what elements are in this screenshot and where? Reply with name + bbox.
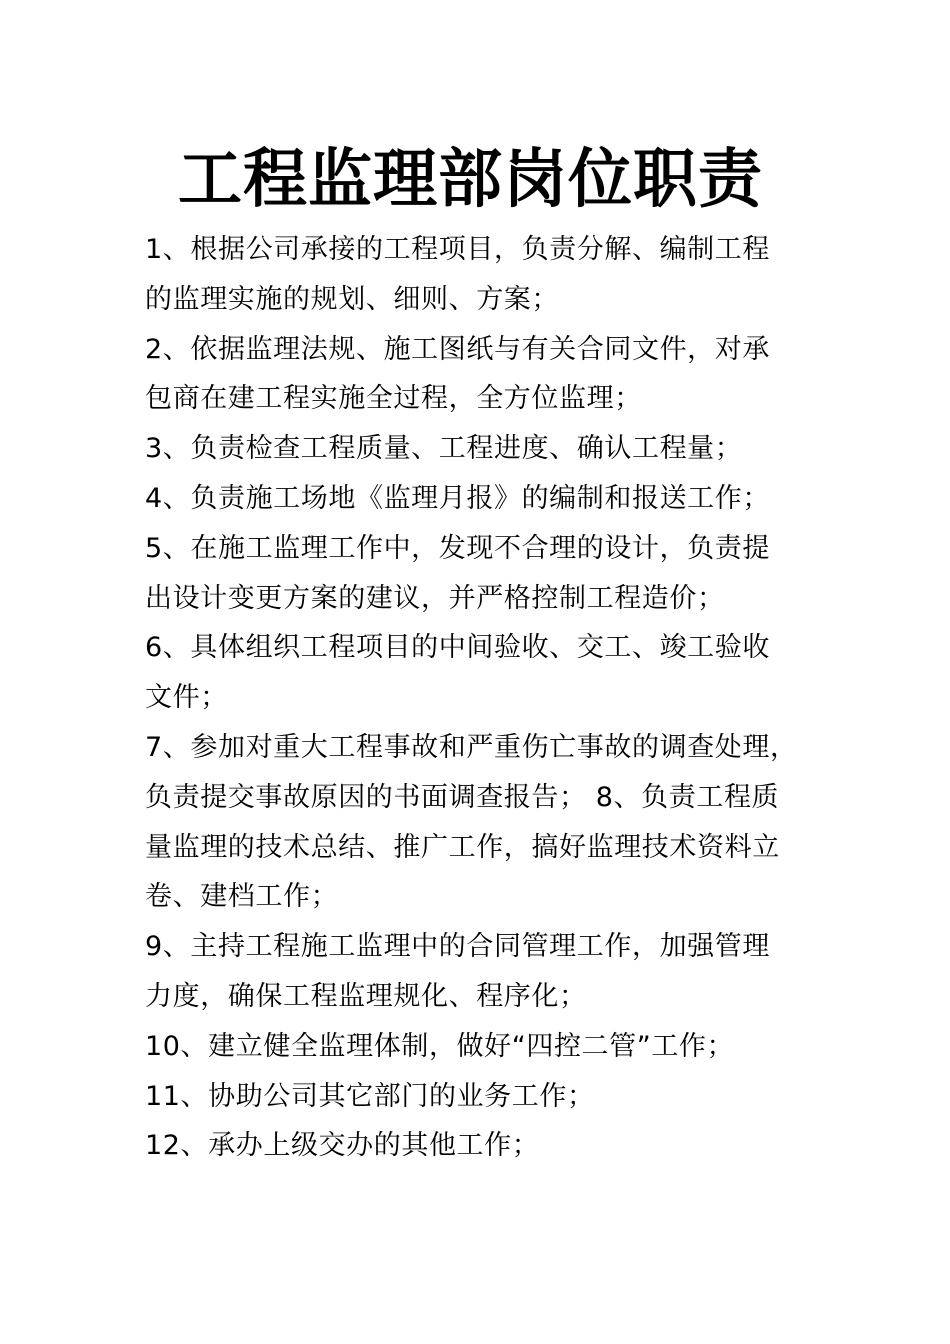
text-line: 负责提交事故原因的书面调查报告； 8、负责工程质	[145, 781, 780, 813]
text-line: 3、负责检查工程质量、工程进度、确认工程量；	[145, 433, 743, 465]
text-line: 5、在施工监理工作中，发现不合理的设计，负责提	[145, 532, 770, 564]
text-line: 量监理的技术总结、推广工作，搞好监理技术资料立	[145, 831, 780, 863]
text-line: 7、参加对重大工程事故和严重伤亡事故的调查处理，	[145, 731, 798, 763]
text-line: 包商在建工程实施全过程，全方位监理；	[145, 383, 642, 415]
text-line: 11、协助公司其它部门的业务工作；	[145, 1080, 595, 1112]
text-line: 2、依据监理法规、施工图纸与有关合同文件，对承	[145, 333, 770, 365]
text-line: 12、承办上级交办的其他工作；	[145, 1130, 540, 1162]
text-line: 10、建立健全监理体制，做好“四控二管”工作；	[145, 1030, 735, 1062]
text-line: 出设计变更方案的建议，并严格控制工程造价；	[145, 582, 725, 614]
text-line: 文件；	[145, 682, 228, 714]
text-line: 1、根据公司承接的工程项目，负责分解、编制工程	[145, 234, 770, 265]
text-line: 力度，确保工程监理规化、程序化；	[145, 980, 587, 1012]
text-line: 6、具体组织工程项目的中间验收、交工、竣工验收	[145, 632, 770, 664]
text-line: 4、负责施工场地《监理月报》的编制和报送工作；	[145, 482, 770, 514]
duty-list	[145, 225, 825, 1171]
text-line: 卷、建档工作；	[145, 881, 339, 913]
text-line: 9、主持工程施工监理中的合同管理工作，加强管理	[145, 931, 770, 963]
text-line: 的监理实施的规划、细则、方案；	[145, 283, 559, 315]
page-title: 工程监理部岗位职责	[178, 143, 763, 217]
